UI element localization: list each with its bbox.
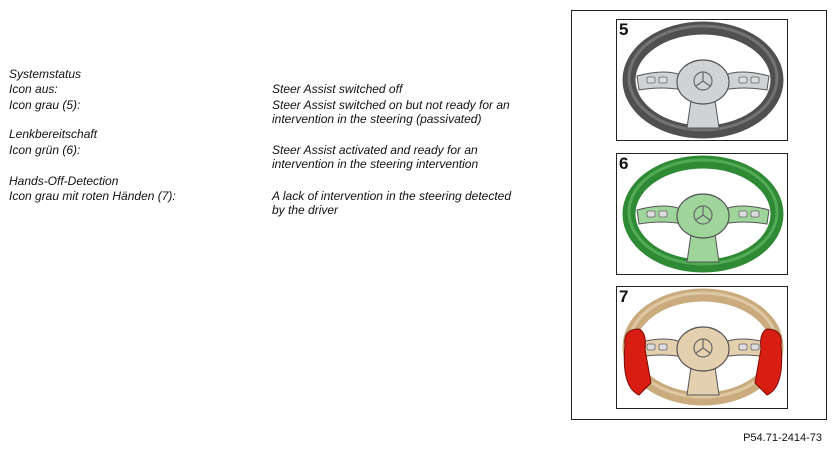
panel-6 — [616, 153, 788, 275]
desc-off: Steer Assist switched off — [272, 82, 403, 96]
hands-off-heading: Hands-Off-Detection — [9, 174, 119, 188]
steering-wheel-grey-icon — [617, 20, 789, 142]
panel-7 — [616, 286, 788, 409]
icon-off-label: Icon aus: — [9, 82, 58, 96]
icon-grey-hands-label: Icon grau mit roten Händen (7): — [9, 189, 176, 203]
desc-passivated-1: Steer Assist switched on but not ready for an — [272, 98, 510, 112]
icon-grey-label: Icon grau (5): — [9, 98, 81, 112]
panel-number-6: 6 — [619, 154, 629, 173]
lenkbereitschaft-heading: Lenkbereitschaft — [9, 127, 98, 141]
steering-wheel-green-icon — [617, 154, 789, 276]
figure-reference: P54.71-2414-73 — [743, 432, 822, 444]
desc-passivated-2: intervention in the steering (passivated) — [272, 112, 482, 126]
panel-number-5: 5 — [619, 20, 629, 39]
panel-5 — [616, 19, 788, 141]
systemstatus-heading: Systemstatus — [9, 67, 82, 81]
steering-wheel-hands-icon — [617, 287, 789, 410]
desc-activated-1: Steer Assist activated and ready for an — [272, 143, 478, 157]
panel-number-7: 7 — [619, 287, 629, 306]
desc-activated-2: intervention in the steering intervention — [272, 157, 479, 171]
desc-hands-off-2: by the driver — [272, 203, 339, 217]
desc-hands-off-1: A lack of intervention in the steering detected — [272, 189, 512, 203]
icon-green-label: Icon grün (6): — [9, 143, 81, 157]
